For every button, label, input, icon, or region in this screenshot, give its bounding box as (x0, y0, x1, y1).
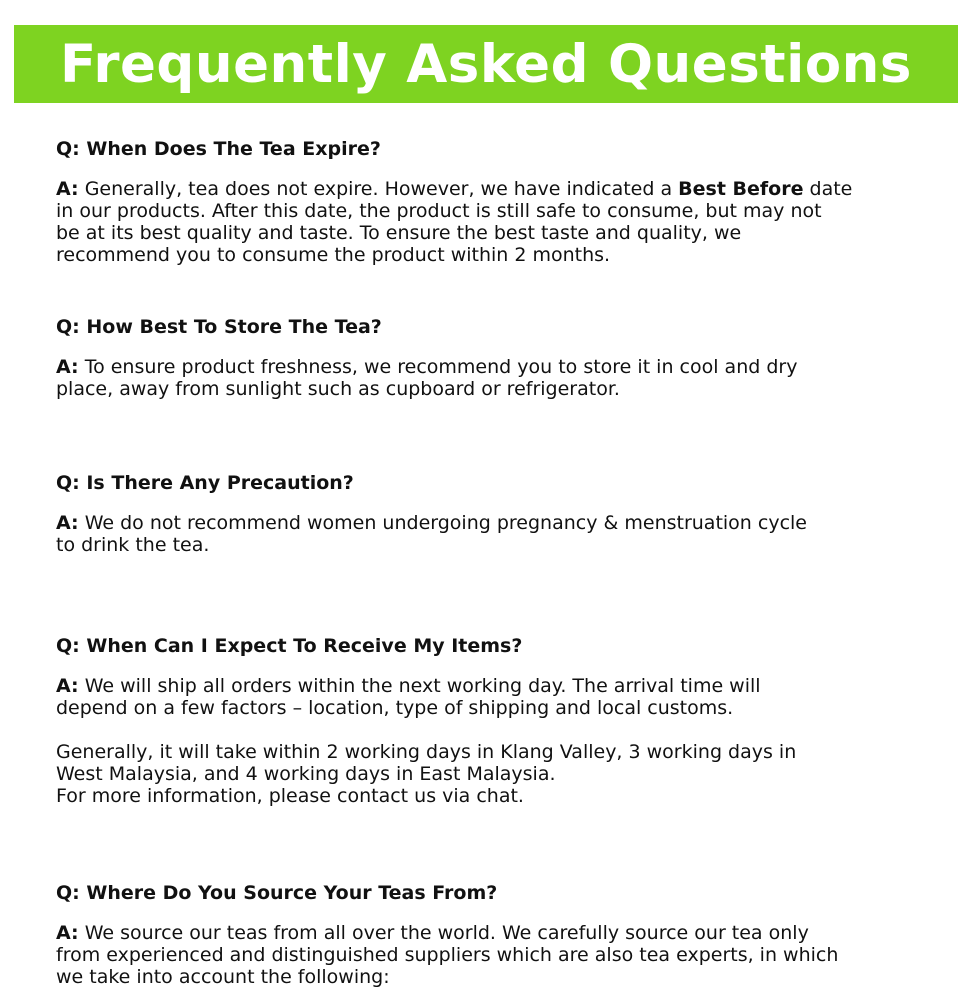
faq-question: Q: When Can I Expect To Receive My Items? (56, 635, 523, 657)
answer-text: To ensure product freshness, we recommend you to store it in cool and dry (84, 356, 798, 378)
answer-line: For more information, please contact us via chat. (56, 785, 524, 807)
faq-answer (56, 178, 852, 266)
answer-text: We do not recommend women undergoing pregnancy & menstruation cycle (84, 512, 807, 534)
answer-line: West Malaysia, and 4 working days in East Malaysia. (56, 763, 556, 785)
faq-question: Q: How Best To Store The Tea? (56, 316, 382, 338)
page-title: Frequently Asked Questions (60, 33, 912, 95)
answer-prefix: A: (56, 922, 79, 944)
answer-prefix: A: (56, 512, 79, 534)
answer-line: we take into account the following: (56, 966, 390, 988)
faq-answer-extra (56, 741, 796, 807)
faq-header-banner (14, 25, 958, 103)
faq-answer (56, 675, 796, 719)
answer-text: We source our teas from all over the world. We carefully source our tea only (84, 922, 809, 944)
faq-question: Q: Where Do You Source Your Teas From? (56, 882, 498, 904)
answer-prefix: A: (56, 178, 79, 200)
answer-line: in our products. After this date, the product is still safe to consume, but may not (56, 200, 822, 222)
answer-text: Generally, tea does not expire. However, we have indicated a (84, 178, 679, 200)
faq-answer (56, 356, 797, 400)
answer-prefix: A: (56, 675, 79, 697)
answer-line: from experienced and distinguished suppliers which are also tea experts, in which (56, 944, 839, 966)
answer-line: recommend you to consume the product within 2 months. (56, 244, 611, 266)
faq-item-storage (56, 314, 797, 400)
faq-question: Q: Is There Any Precaution? (56, 472, 354, 494)
answer-line: to drink the tea. (56, 534, 210, 556)
faq-item-precaution (56, 470, 807, 556)
faq-question: Q: When Does The Tea Expire? (56, 138, 381, 160)
faq-item-delivery (56, 633, 796, 807)
faq-answer (56, 512, 807, 556)
answer-line: place, away from sunlight such as cupboard or refrigerator. (56, 378, 620, 400)
answer-text: We will ship all orders within the next working day. The arrival time will (84, 675, 761, 697)
answer-line: depend on a few factors – location, type of shipping and local customs. (56, 697, 734, 719)
answer-line: Generally, it will take within 2 working days in Klang Valley, 3 working days in (56, 741, 797, 763)
answer-text: date (803, 178, 853, 200)
faq-item-sourcing (56, 880, 838, 988)
answer-prefix: A: (56, 356, 79, 378)
answer-emphasis: Best Before (678, 178, 804, 200)
answer-line: be at its best quality and taste. To ensure the best taste and quality, we (56, 222, 742, 244)
faq-item-expiry (56, 136, 852, 266)
faq-answer (56, 922, 838, 988)
